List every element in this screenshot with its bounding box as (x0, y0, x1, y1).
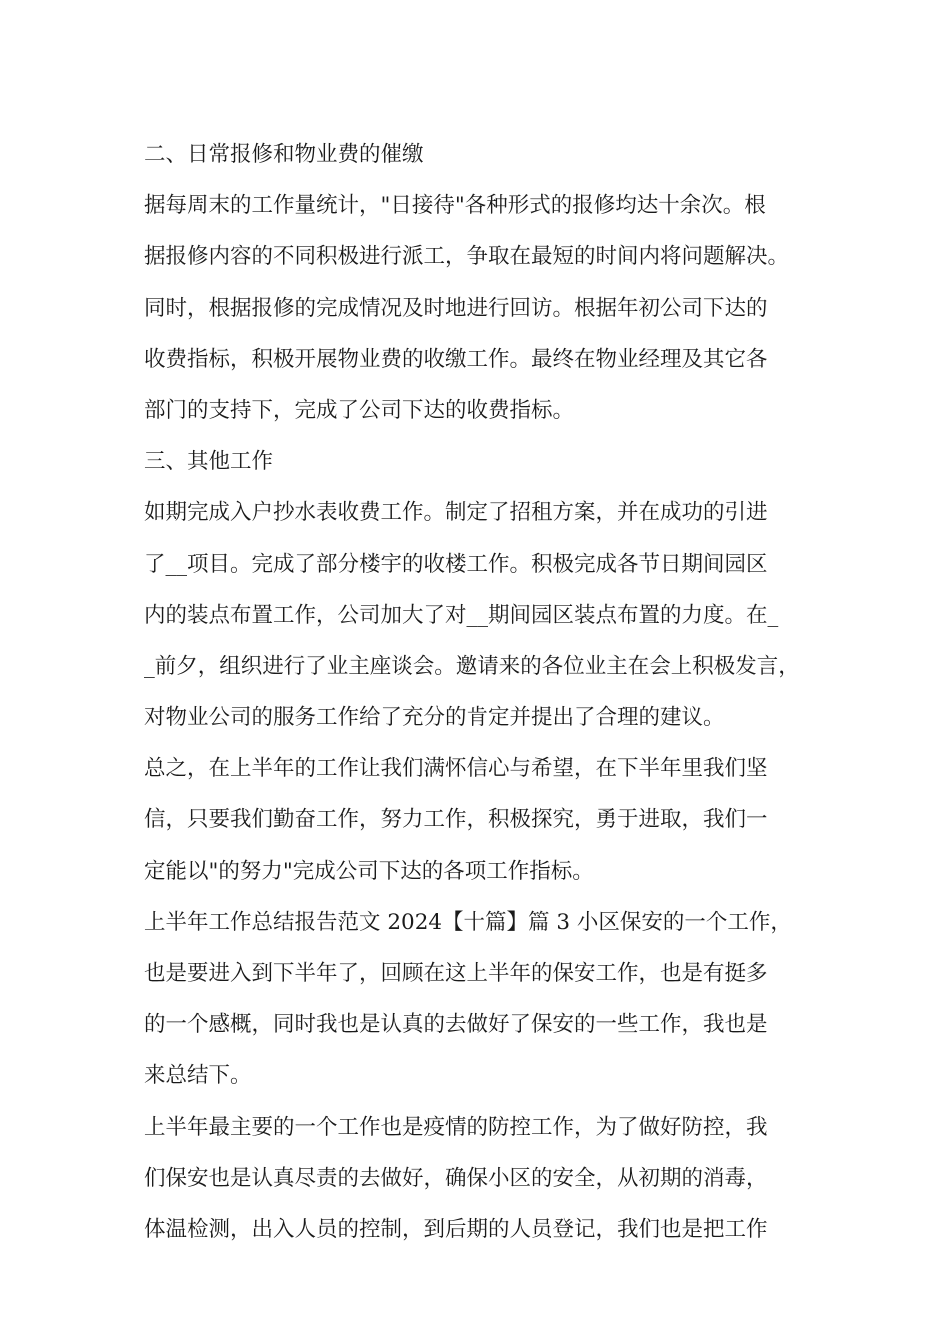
text-line: 总之，在上半年的工作让我们满怀信心与希望，在下半年里我们坚 (144, 756, 768, 782)
text-line: 据每周末的工作量统计，"日接待"各种形式的报修均达十余次。根 (144, 193, 766, 219)
section-heading-daily-repairs: 二、日常报修和物业费的催缴 (144, 142, 424, 167)
text-line: _前夕，组织进行了业主座谈会。邀请来的各位业主在会上积极发言， (144, 653, 800, 679)
text-line: 部门的支持下，完成了公司下达的收费指标。 (144, 397, 575, 423)
text-line: 体温检测，出入人员的控制，到后期的人员登记，我们也是把工作 (144, 1216, 768, 1242)
text-line: 的一个感概，同时我也是认真的去做好了保安的一些工作，我也是 (144, 1012, 768, 1038)
text-line: 们保安也是认真尽责的去做好，确保小区的安全，从初期的消毒， (144, 1165, 768, 1191)
text-line: 内的装点布置工作，公司加大了对__期间园区装点布置的力度。在_ (144, 602, 779, 628)
text-line: 了__项目。完成了部分楼宇的收楼工作。积极完成各节日期间园区 (144, 551, 768, 577)
text-line: 信，只要我们勤奋工作，努力工作，积极探究，勇于进取，我们一 (144, 807, 768, 833)
text-line: 定能以"的努力"完成公司下达的各项工作指标。 (144, 858, 594, 884)
text-line: 也是要进入到下半年了，回顾在这上半年的保安工作，也是有挺多 (144, 961, 768, 986)
text-line: 如期完成入户抄水表收费工作。制定了招租方案，并在成功的引进 (144, 500, 768, 526)
text-line: 来总结下。 (144, 1063, 252, 1089)
text-line: 收费指标，积极开展物业费的收缴工作。最终在物业经理及其它各 (144, 346, 768, 372)
text-line: 对物业公司的服务工作给了充分的肯定并提出了合理的建议。 (144, 705, 725, 731)
text-line: 上半年最主要的一个工作也是疫情的防控工作，为了做好防控，我 (144, 1114, 768, 1140)
document-body (144, 129, 834, 1255)
article-title-line: 上半年工作总结报告范文 2024【十篇】篇 3 小区保安的一个工作， (144, 909, 792, 935)
text-line: 同时，根据报修的完成情况及时地进行回访。根据年初公司下达的 (144, 295, 768, 321)
section-heading-other-work: 三、其他工作 (144, 449, 274, 475)
text-line: 据报修内容的不同积极进行派工，争取在最短的时间内将问题解决。 (144, 244, 790, 270)
